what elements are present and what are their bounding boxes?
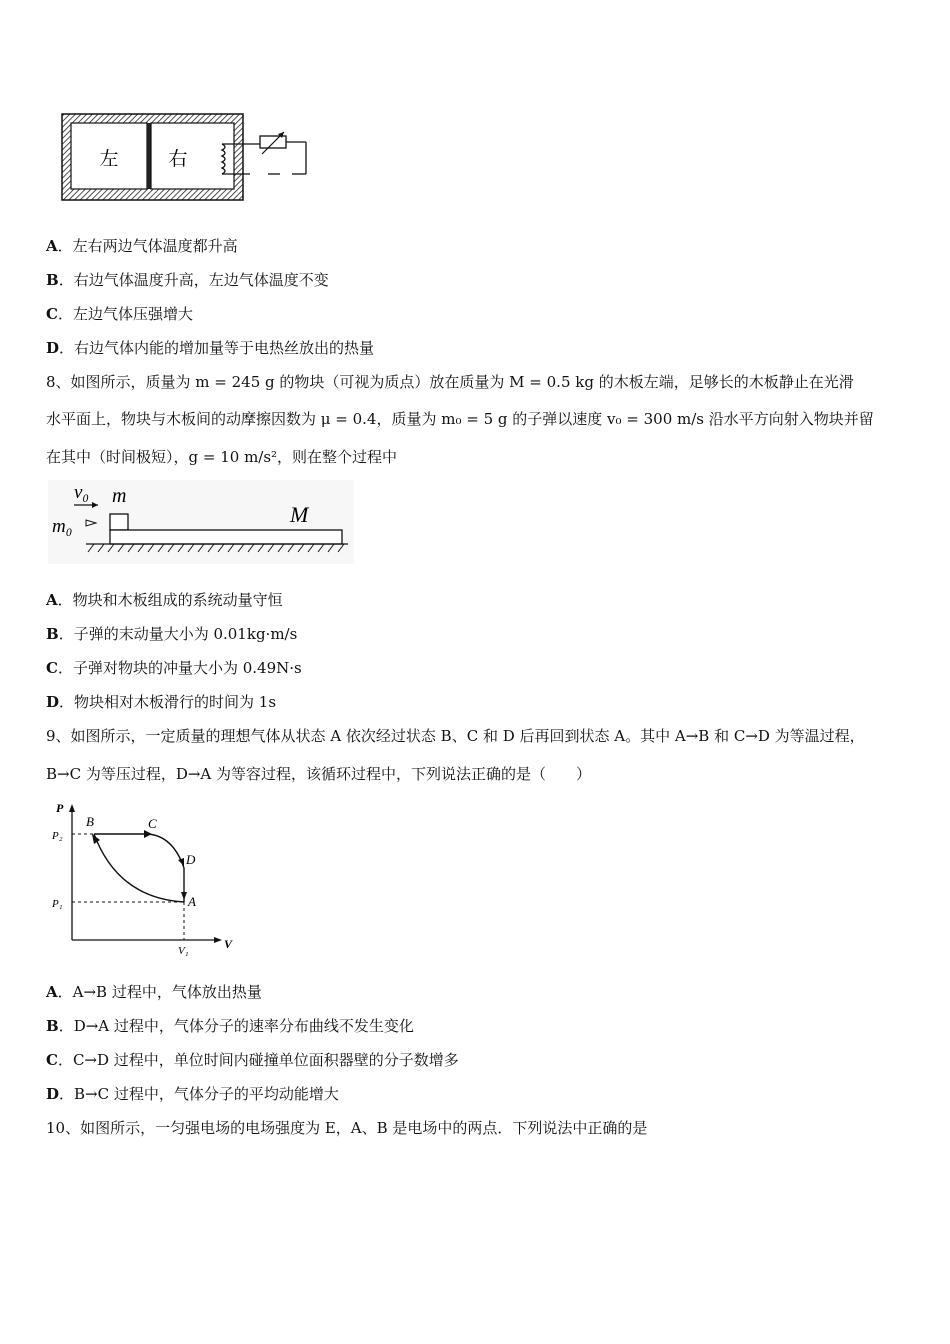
q9-option-b[interactable] [46, 1016, 414, 1036]
q10-stem-line-1: 10、如图所示，一匀强电场的电场强度为 E，A、B 是电场中的两点．下列说法中正确的是 [46, 1119, 648, 1137]
q9-stem-line-1: 9、如图所示，一定质量的理想气体从状态 A 依次经过状态 B、C 和 D 后再回到状态 A。其中 A→B 和 C→D 为等温过程， [46, 727, 865, 745]
option-text: ．D→A 过程中，气体分子的速率分布曲线不发生变化 [58, 1017, 414, 1035]
p2-label: P₂ [52, 830, 63, 842]
option-letter: D [46, 339, 60, 357]
q9-stem-line-2: B→C 为等压过程，D→A 为等容过程，该循环过程中，下列说法正确的是（ ） [46, 765, 592, 783]
q9-option-d[interactable] [46, 1084, 339, 1104]
option-text: ．右边气体温度升高，左边气体温度不变 [58, 271, 329, 289]
state-d-label: D [186, 852, 196, 867]
option-text: ．物块相对木板滑行的时间为 1s [59, 693, 277, 711]
option-letter: D [46, 693, 60, 711]
container-figure [60, 112, 320, 204]
v1-label: V₁ [178, 945, 189, 957]
option-text: ．左边气体压强增大 [57, 305, 193, 323]
q8-stem-line-3: 在其中（时间极短），g = 10 m/s²，则在整个过程中 [46, 448, 398, 466]
m0-label: m₀ [52, 516, 73, 537]
q7-option-c[interactable] [46, 304, 193, 324]
option-letter: B [46, 271, 59, 289]
v0-label: v₀ [74, 482, 90, 503]
option-text: ．A→B 过程中，气体放出热量 [57, 983, 262, 1001]
option-letter: B [46, 625, 59, 643]
state-a-label: A [188, 894, 196, 909]
q8-stem-line-1: 8、如图所示，质量为 m = 245 g 的物块（可视为质点）放在质量为 M = 0.5 kg 的木板左端，足够长的木板静止在光滑 [46, 373, 854, 391]
state-b-label: B [86, 814, 94, 829]
option-letter: A [46, 237, 58, 255]
m-label: m [112, 485, 127, 507]
v-axis-label: V [224, 937, 233, 951]
q8-option-c[interactable] [46, 658, 302, 678]
option-letter: B [46, 1017, 59, 1035]
q7-option-d[interactable] [46, 338, 374, 358]
option-letter: C [46, 659, 58, 677]
left-chamber-label: 左 [99, 149, 119, 170]
option-letter: C [46, 305, 58, 323]
q8-option-a[interactable] [46, 590, 283, 610]
option-text: ．物块和木板组成的系统动量守恒 [57, 591, 283, 609]
M-label: M [290, 502, 309, 527]
option-letter: C [46, 1051, 58, 1069]
option-letter: A [46, 983, 58, 1001]
block-board-figure [48, 480, 354, 564]
q9-option-a[interactable] [46, 982, 262, 1002]
q9-option-c[interactable] [46, 1050, 459, 1070]
option-text: ．B→C 过程中，气体分子的平均动能增大 [59, 1085, 339, 1103]
option-text: ．左右两边气体温度都升高 [57, 237, 238, 255]
q8-option-d[interactable] [46, 692, 276, 712]
p1-label: P₁ [52, 898, 63, 910]
q8-stem-line-2: 水平面上，物块与木板间的动摩擦因数为 μ = 0.4，质量为 m₀ = 5 g 的子弹以速度 v₀ = 300 m/s 沿水平方向射入物块并留 [46, 410, 874, 428]
right-chamber-label: 右 [168, 149, 188, 170]
p-axis-label: P [56, 801, 64, 815]
option-letter: A [46, 591, 58, 609]
q7-option-a[interactable] [46, 236, 238, 256]
pv-diagram [48, 798, 238, 960]
state-c-label: C [148, 816, 157, 831]
q8-option-b[interactable] [46, 624, 297, 644]
option-text: ．右边气体内能的增加量等于电热丝放出的热量 [59, 339, 375, 357]
option-letter: D [46, 1085, 60, 1103]
option-text: ．C→D 过程中，单位时间内碰撞单位面积器壁的分子数增多 [57, 1051, 459, 1069]
option-text: ．子弹的末动量大小为 0.01kg·m/s [58, 625, 298, 643]
q7-option-b[interactable] [46, 270, 329, 290]
option-text: ．子弹对物块的冲量大小为 0.49N·s [57, 659, 302, 677]
